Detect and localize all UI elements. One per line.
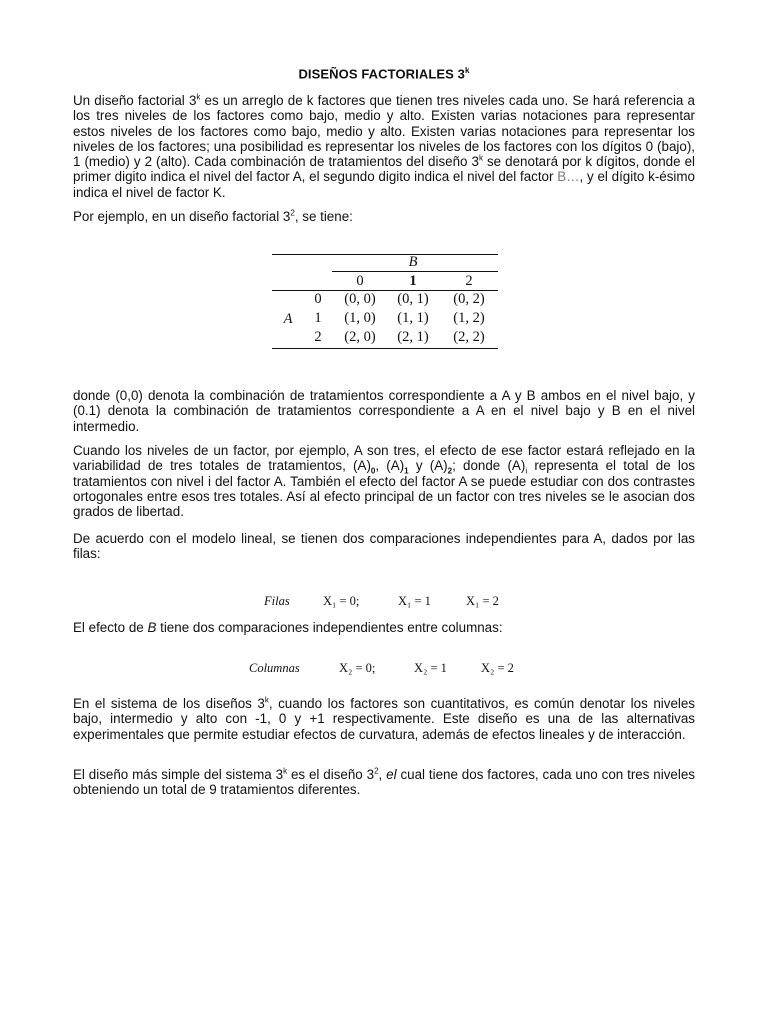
table-header-rule	[332, 271, 498, 272]
equation-term: X₂ = 2	[481, 661, 514, 675]
equation-term: X₁ = 0;	[323, 594, 360, 608]
column-level: 2	[465, 273, 473, 289]
table-cell: (2, 2)	[453, 329, 485, 345]
table-bottom-rule	[272, 348, 498, 349]
equation-term: X₁ = 1	[398, 594, 431, 608]
table-cell: (2, 1)	[397, 329, 429, 345]
table-cell: (1, 1)	[397, 310, 429, 326]
table-cell: (0, 1)	[397, 291, 429, 307]
column-level: 1	[409, 273, 417, 289]
equation-label: Filas	[264, 594, 290, 608]
column-level: 0	[356, 273, 364, 289]
title-superscript: k	[465, 66, 470, 75]
treatment-combinations-table	[272, 251, 498, 350]
table-top-rule	[272, 254, 498, 255]
table-cell: (0, 2)	[453, 291, 485, 307]
paragraph-simplest-design: El diseño más simple del sistema 3$^k$ es el diseño $3^2$, el cual tiene dos factores, cada uno con tres niveles obteniendo un total de 9 tratamientos diferentes.	[73, 766, 695, 798]
row-level: 2	[314, 329, 322, 345]
row-level: 1	[314, 310, 322, 326]
equation-label: Columnas	[249, 661, 300, 675]
table-cell: (1, 2)	[453, 310, 485, 326]
table-cell: (1, 0)	[344, 310, 376, 326]
row-factor-label: A	[283, 311, 293, 327]
title-text: DISEÑOS FACTORIALES 3	[298, 66, 465, 82]
table-cell: (2, 0)	[344, 329, 376, 345]
equation-term: X₂ = 0;	[339, 661, 376, 675]
column-factor-label: B	[408, 254, 418, 270]
paragraph-intro: Un diseño factorial 3$^k$ es un arreglo de k factores que tienen tres niveles cada uno. Se hará referencia a los tres niveles de los factores como bajo, medio y alto. Existen varias notaciones para representar estos niveles de los factores como bajo, medio y alto. Existen varias notaciones para representar los niveles de los factores; una posibilidad es representar los niveles de los factores con los dígitos 0 (bajo), 1 (medio) y 2 (alto). Cada combinación de tratamientos del diseño 3$^k$ se denotará por k dígitos, donde el primer digito indica el nivel del factor A, el segundo digito indica el nivel del factor B…, y el dígito k-ésimo indica el nivel de factor K.	[73, 92, 695, 200]
paragraph-example: Por ejemplo, en un diseño factorial $3^2$, se tiene:	[73, 208, 353, 224]
document-title	[0, 66, 768, 81]
paragraph-notation: donde (0,0) denota la combinación de tratamientos correspondiente a A y B ambos en el nivel bajo, y (0.1) denota la combinación de tratamientos correspondiente a A en el nivel bajo y B en el nivel intermedio.	[73, 388, 695, 434]
equation-term: X₁ = 2	[466, 594, 499, 608]
table-cell: (0, 0)	[344, 291, 376, 307]
paragraph-columns-effect: El efecto de B tiene dos comparaciones independientes entre columnas:	[73, 620, 503, 635]
paragraph-quantitative: En el sistema de los diseños 3$^k$, cuando los factores son cuantitativos, es común denotar los niveles bajo, intermedio y alto con -1, 0 y +1 respectivamente. Este diseño es una de las alternativas experimentales que permite estudiar efectos de curvatura, además de efectos lineales y de interacción.	[73, 695, 696, 742]
paragraph-linear-model: De acuerdo con el modelo lineal, se tienen dos comparaciones independientes para A, dados por las filas:	[73, 531, 695, 562]
equation-term: X₂ = 1	[414, 661, 447, 675]
row-level: 0	[314, 291, 322, 307]
paragraph-factor-effect: Cuando los niveles de un factor, por ejemplo, A son tres, el efecto de ese factor estará reflejado en la variabilidad de tres totales de tratamientos, $(A)_0$, $(A)_1$ y $(A)_2$; donde $(A)_i$ representa el total de los tratamientos con nivel i del factor A. También el efecto del factor A se puede estudiar con dos contrastes ortogonales entre esos tres totales. Así al efecto principal de un factor con tres niveles se le asocian dos grados de libertad.	[73, 443, 695, 520]
